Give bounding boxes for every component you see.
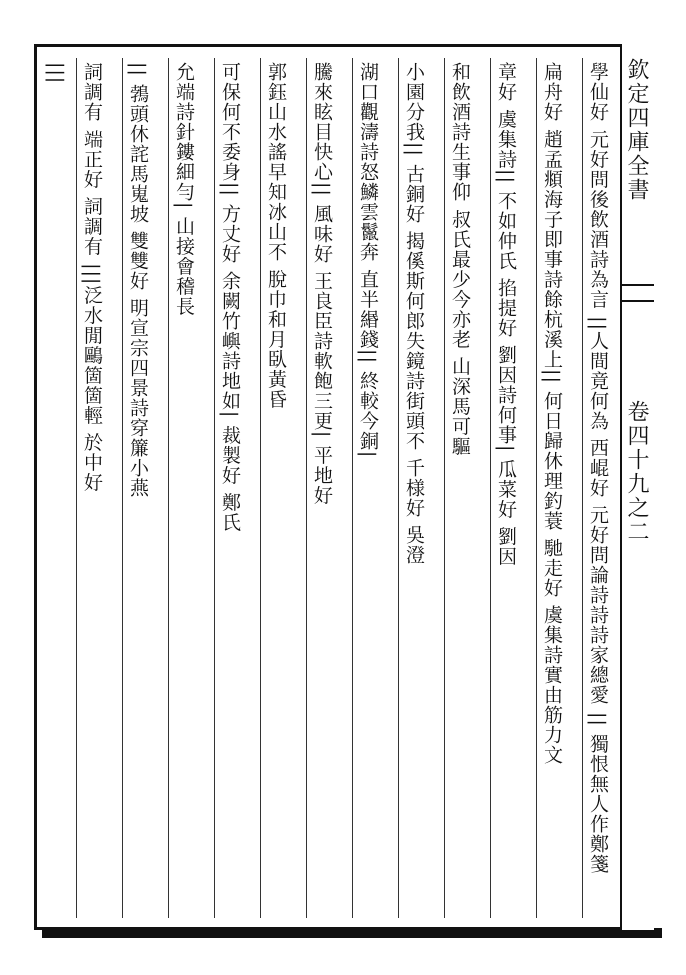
- book-title: 欽定四庫全書: [624, 58, 649, 202]
- text-column-13: |||: [45, 62, 67, 85]
- text-column-7: 騰來眩目快心|| 風味好 王良臣詩軟飽三更| 平地好: [311, 62, 333, 506]
- text-column-5: 小園分我|| 古銅好 揭傒斯何郎失鏡詩街頭不 千様好 吳澄: [403, 62, 425, 565]
- text-column-4: 和飲酒詩生事仰 叔氏最少今亦老 山深馬可驅: [449, 62, 471, 457]
- text-column-1: 學仙好 元好問後飲酒詩為言 ||人間竟何為 西崐好 元好問論詩詩詩家總愛 || 獨恨無人作鄭箋: [587, 62, 609, 874]
- text-column-2: 扁舟好 趙孟頫海子即事詩餘杭溪上|| 何日歸休理釣蓑 馳走好 虞集詩實由筋力文: [541, 62, 563, 765]
- text-column-6: 湖口觀濤詩怒鱗雲鬣奔 直半緡錢|| 終較今銅|: [357, 62, 379, 459]
- text-column-10: 允端詩針鏤細勻| 山接會稽長: [173, 62, 195, 317]
- column-rule: [122, 58, 123, 918]
- column-rule: [444, 58, 445, 918]
- column-rule: [306, 58, 307, 918]
- page-shadow: [42, 928, 662, 938]
- text-column-8: 郭鈺山水謠早知冰山不 脫巾和月臥黃昏: [265, 62, 287, 410]
- text-column-3: 章好 虞集詩|| 不如仲氏 掐提好 劉因詩何事| 瓜菜好 劉因: [495, 62, 517, 567]
- column-rule: [76, 58, 77, 918]
- text-column-9: 可保何不委身|| 方丈好 余闕竹嶼詩地如| 裁製好 鄭氏: [219, 62, 241, 533]
- column-rule: [352, 58, 353, 918]
- text-column-11: || 鵓頭休詫馬嵬坡 雙雙好 明宣宗四景詩穿簾小燕: [127, 62, 149, 498]
- column-rule: [168, 58, 169, 918]
- text-column-12: 詞調有 端正好 詞調有 |||泛水閒鷗箇箇輕 於中好: [81, 62, 103, 493]
- column-rule: [582, 58, 583, 918]
- column-rule: [260, 58, 261, 918]
- column-rule: [214, 58, 215, 918]
- column-rule: [398, 58, 399, 918]
- fishtail-mark: [620, 284, 654, 302]
- column-rule: [536, 58, 537, 918]
- column-rule: [490, 58, 491, 918]
- volume-label: 卷四十九之二: [624, 400, 649, 544]
